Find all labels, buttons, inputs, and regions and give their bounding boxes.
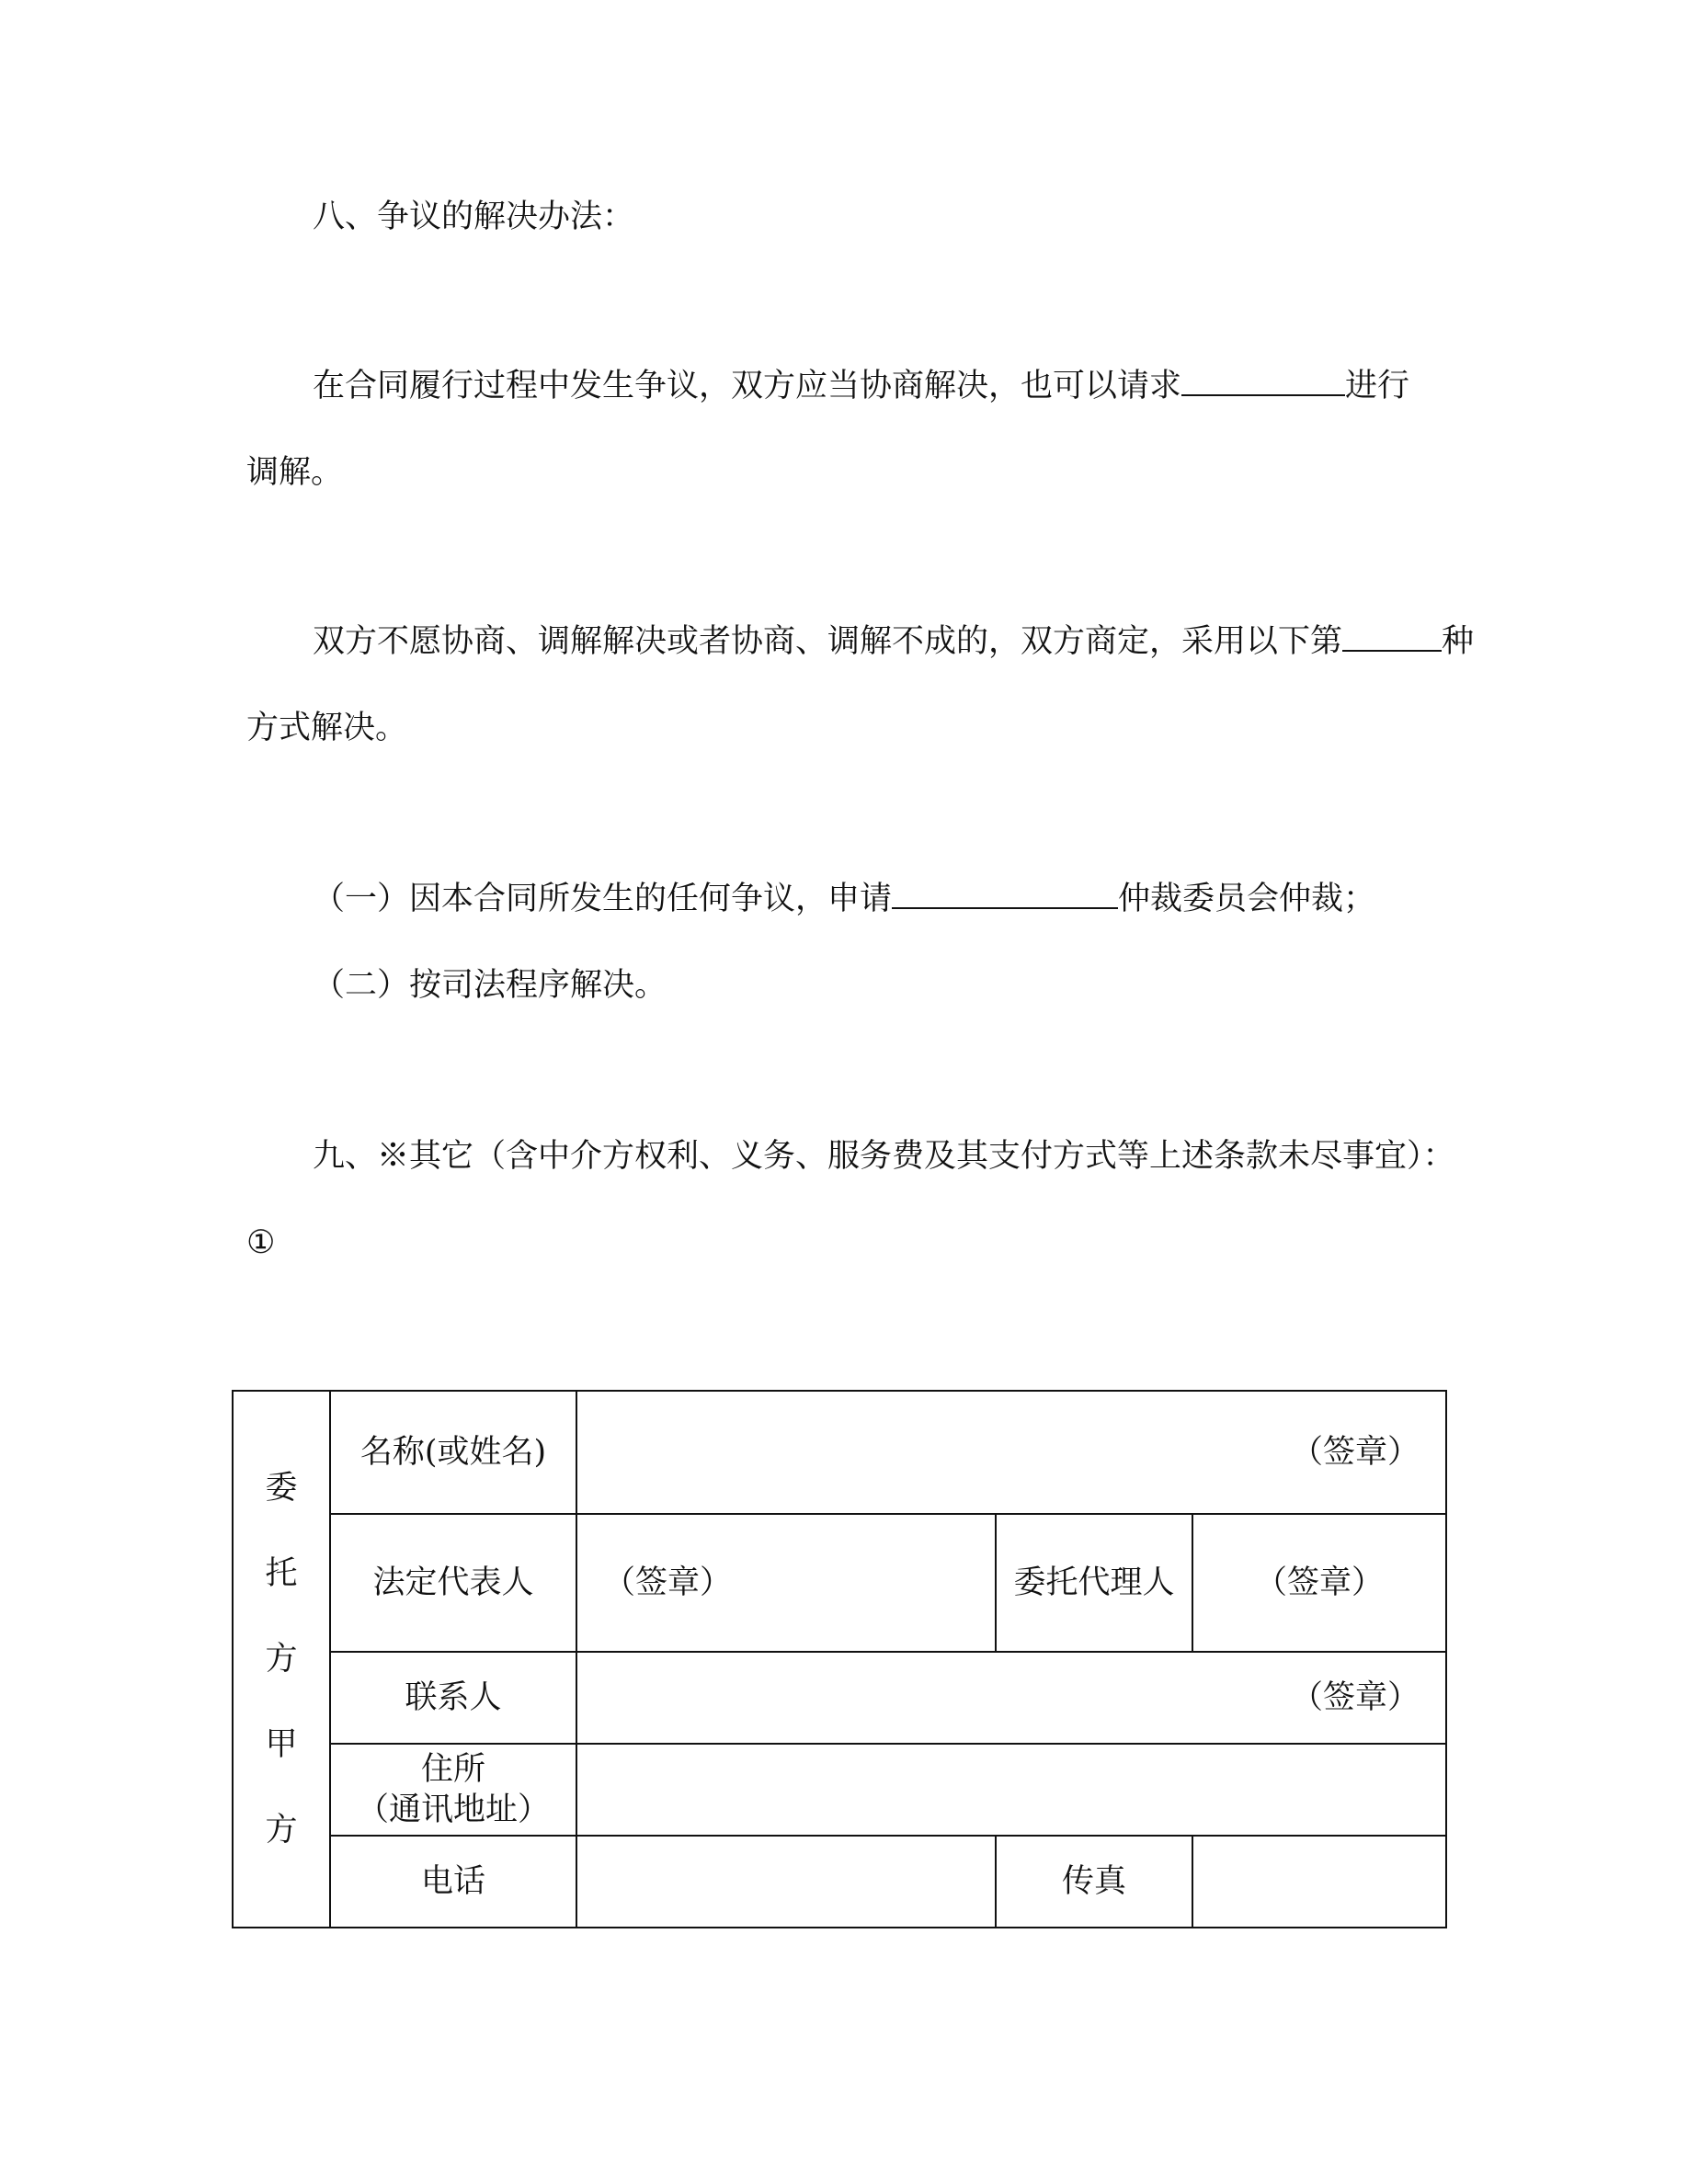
contact-label: 联系人 xyxy=(330,1652,576,1744)
address-field[interactable] xyxy=(576,1744,1446,1836)
method-number-blank xyxy=(1342,622,1442,652)
section8-paragraph2 xyxy=(313,621,1474,662)
address-label xyxy=(330,1744,576,1836)
contact-seal-field[interactable]: （签章） xyxy=(576,1652,1446,1744)
option-judicial: （二）按司法程序解决。 xyxy=(313,967,667,1004)
option-arbitration xyxy=(313,879,1375,919)
section8-paragraph1-cont: 调解。 xyxy=(246,454,344,491)
agent-seal-field[interactable]: （签章） xyxy=(1192,1514,1446,1652)
fax-label: 传真 xyxy=(996,1836,1192,1928)
paragraph1-text-before: 在合同履行过程中发生争议，双方应当协商解决，也可以请求 xyxy=(313,368,1182,404)
phone-field[interactable] xyxy=(576,1836,996,1928)
legal-representative-seal-field[interactable]: （签章） xyxy=(576,1514,996,1652)
party-a-side-label xyxy=(233,1391,330,1928)
mediator-blank xyxy=(1181,367,1345,396)
name-seal-field[interactable]: （签章） xyxy=(576,1391,1446,1514)
option1-text-after: 仲裁委员会仲裁； xyxy=(1118,881,1376,917)
phone-label: 电话 xyxy=(330,1836,576,1928)
agent-label: 委托代理人 xyxy=(996,1514,1192,1652)
side-char: 方 xyxy=(265,1640,298,1678)
address-label-line1: 住所 xyxy=(420,1751,485,1788)
section8-paragraph2-cont: 方式解决。 xyxy=(246,710,408,746)
fax-field[interactable] xyxy=(1192,1836,1446,1928)
section9-item1: ① xyxy=(246,1224,276,1261)
option1-text-before: （一）因本合同所发生的任何争议，申请 xyxy=(313,881,893,917)
side-char: 托 xyxy=(265,1554,298,1592)
section8-paragraph1 xyxy=(313,366,1409,406)
side-char: 方 xyxy=(265,1811,298,1848)
side-char: 甲 xyxy=(265,1725,298,1763)
arbitration-commission-blank xyxy=(892,880,1118,909)
section8-title: 八、争议的解决办法： xyxy=(313,199,635,235)
paragraph1-text-after: 进行 xyxy=(1345,368,1410,404)
name-label: 名称(或姓名) xyxy=(330,1391,576,1514)
paragraph2-text-after: 种 xyxy=(1442,623,1475,660)
party-a-info-table xyxy=(232,1390,1447,1928)
legal-representative-label: 法定代表人 xyxy=(330,1514,576,1652)
section9-title: 九、※其它（含中介方权利、义务、服务费及其支付方式等上述条款未尽事宜）： xyxy=(313,1138,1455,1175)
address-label-line2: （通讯地址） xyxy=(356,1792,550,1828)
paragraph2-text-before: 双方不愿协商、调解解决或者协商、调解不成的，双方商定，采用以下第 xyxy=(313,623,1343,660)
side-char: 委 xyxy=(265,1469,298,1507)
